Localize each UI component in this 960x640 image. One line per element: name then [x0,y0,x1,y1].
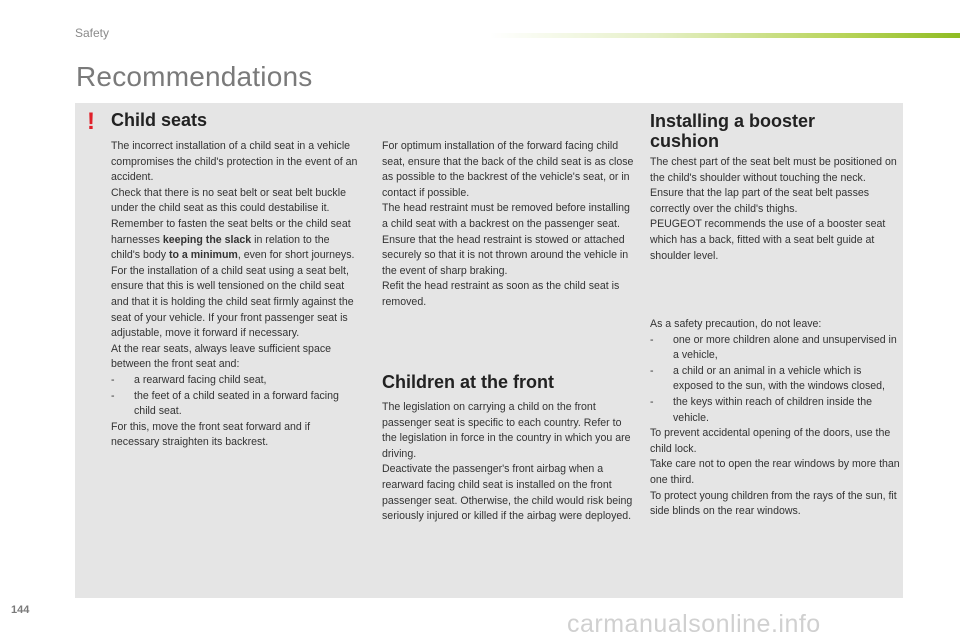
list-item: - the keys within reach of children inside the vehicle. [650,395,873,424]
heading-booster-cushion: Installing a booster cushion [650,111,816,151]
paragraph: To prevent accidental opening of the doors, use the child lock. [650,427,891,455]
paragraph: Remember to fasten the seat belts or the child seat harnesses keeping the slack in relation to the child's body to a minimum, even for short journeys. [111,217,355,262]
paragraph: Ensure that the head restraint is stowed or attached securely so that it is not thrown around the vehicle in the event of sharp braking. [382,233,629,277]
emphasis: to a minimum [168,249,238,262]
heading-child-seats: Child seats [111,110,208,130]
paragraph: PEUGEOT recommends the use of a booster seat which has a back, fitted with a seat belt guide at shoulder level. [650,218,886,262]
paragraph: The legislation on carrying a child on the front passenger seat is specific to each country. Refer to the legislation in force in the country in which you are driving. [382,401,631,460]
paragraph: The incorrect installation of a child seat in a vehicle compromises the child's protection in the event of an accident. [111,140,358,184]
paragraph: Refit the head restraint as soon as the child seat is removed. [382,280,620,308]
paragraph: Take care not to open the rear windows by more than one third. [650,458,900,486]
column-booster [650,155,902,264]
paragraph: To protect young children from the rays of the sun, fit side blinds on the rear windows. [650,489,897,518]
column-children-at-front [382,400,634,525]
list-item: - the feet of a child seated in a forward facing child seat. [111,389,339,418]
paragraph: For optimum installation of the forward facing child seat, ensure that the back of the child seat is as close as possible to the backrest of the vehicle's seat, or in contact if possible. [382,140,634,199]
header-rule [490,33,960,38]
paragraph: As a safety precaution, do not leave: [650,318,822,330]
paragraph: The chest part of the seat belt must be positioned on the child's shoulder without touching the neck. [650,156,897,184]
page-number: 144 [11,604,30,616]
paragraph: Ensure that the lap part of the seat belt passes correctly over the child's thighs. [650,187,870,215]
paragraph: At the rear seats, always leave sufficient space between the front seat and: [111,342,332,371]
section-label: Safety [75,26,110,40]
column-forward-facing [382,139,634,311]
watermark: carmanualsonline.info [567,610,821,638]
warning-icon: ! [87,108,95,135]
paragraph: Check that there is no seat belt or seat belt buckle under the child seat as this could destabilise it. [111,186,346,215]
paragraph: For this, move the front seat forward and if necessary straighten its backrest. [111,420,311,449]
heading-children-at-front: Children at the front [382,372,554,392]
emphasis: keeping the slack [162,233,252,246]
list-item: - one or more children alone and unsupervised in a vehicle, [650,333,897,362]
paragraph: Deactivate the passenger's front airbag when a rearward facing child seat is installed on the front passenger seat. Otherwise, the child would risk being seriously injured or killed if the airbag were deployed. [382,463,633,523]
column-child-seats [111,139,361,451]
column-safety-precautions [650,317,902,520]
list-item: - a rearward facing child seat, [111,373,267,386]
list-item: - a child or an animal in a vehicle which is exposed to the sun, with the windows closed, [650,364,885,393]
page-title: Recommendations [76,61,313,92]
paragraph: The head restraint must be removed before installing a child seat with a backrest on the passenger seat. [382,202,630,230]
paragraph: For the installation of a child seat using a seat belt, ensure that this is well tensioned on the child seat and that it is holding the child seat firmly against the seat of your vehicle. If your front passenger seat is adjustable, move it forward if necessary. [111,264,354,340]
